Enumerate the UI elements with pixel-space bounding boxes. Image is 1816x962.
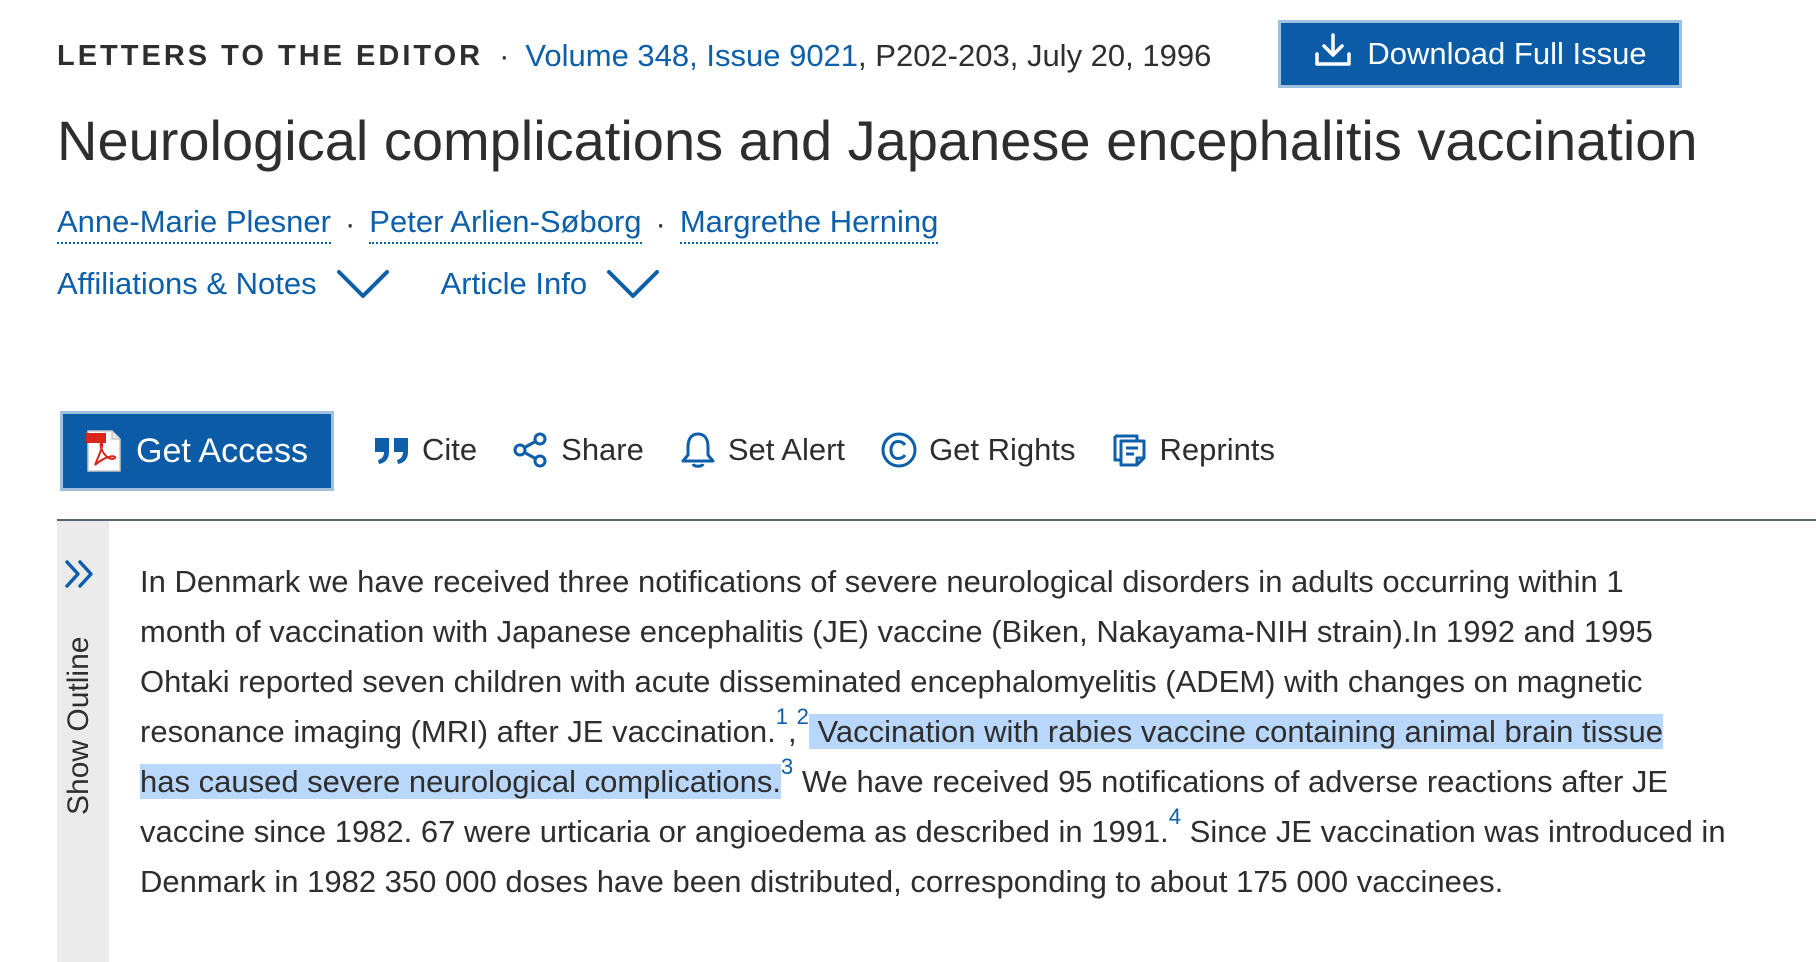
section-label: LETTERS TO THE EDITOR	[57, 39, 484, 72]
author-separator: ·	[655, 206, 666, 241]
volume-issue-link[interactable]: Volume 348, Issue 9021	[525, 38, 859, 73]
set-alert-label: Set Alert	[727, 432, 846, 467]
ref-comma: ,	[788, 714, 797, 749]
copyright-icon	[879, 430, 919, 470]
set-alert-button[interactable]	[678, 430, 845, 470]
article-meta-line	[57, 36, 1211, 76]
body-text: We have received 95 notifications of adverse reactions after JE	[793, 764, 1669, 799]
body-line	[140, 804, 1800, 857]
affiliations-notes-toggle[interactable]	[57, 266, 391, 302]
meta-separator: ·	[499, 38, 510, 73]
pdf-icon	[86, 429, 122, 473]
get-access-label: Get Access	[136, 431, 308, 470]
double-chevron-right-icon	[61, 557, 101, 591]
body-line	[140, 704, 1800, 757]
share-label: Share	[561, 432, 644, 467]
chevron-down-icon	[605, 268, 661, 300]
body-line: month of vaccination with Japanese encephalitis (JE) vaccine (Biken, Nakayama-NIH strain).In 1992 and 1995	[140, 614, 1653, 649]
chevron-down-icon	[335, 268, 391, 300]
pages-date: , P202-203, July 20, 1996	[858, 38, 1212, 73]
reference-link[interactable]: 1	[775, 704, 789, 729]
get-rights-label: Get Rights	[929, 432, 1076, 467]
body-text: Since JE vaccination was introduced in	[1181, 814, 1726, 849]
reference-link[interactable]: 2	[796, 704, 809, 729]
section-divider	[57, 519, 1816, 521]
info-toggles	[57, 266, 661, 302]
reprints-icon	[1110, 430, 1150, 470]
body-line: In Denmark we have received three notifications of severe neurological disorders in adults occurring within 1	[140, 564, 1624, 599]
author-link[interactable]: Anne-Marie Plesner	[57, 204, 331, 244]
body-line: Ohtaki reported seven children with acute disseminated encephalomyelitis (ADEM) with changes on magnetic	[140, 664, 1643, 699]
download-icon	[1313, 32, 1353, 76]
body-line: Denmark in 1982 350 000 doses have been distributed, corresponding to about 175 000 vaccinees.	[140, 864, 1504, 899]
share-button[interactable]	[511, 430, 644, 470]
body-text: resonance imaging (MRI) after JE vaccination.	[140, 714, 776, 749]
bell-icon	[678, 430, 718, 470]
show-outline-label[interactable]: Show Outline	[62, 636, 95, 815]
reprints-label: Reprints	[1159, 432, 1275, 467]
body-line	[140, 754, 1800, 807]
article-body	[140, 557, 1800, 907]
highlighted-text: has caused severe neurological complications.	[140, 764, 782, 799]
share-icon	[511, 430, 551, 470]
get-access-button[interactable]	[60, 411, 334, 491]
article-info-label: Article Info	[440, 266, 588, 301]
author-link[interactable]: Margrethe Herning	[680, 204, 938, 244]
get-rights-button[interactable]	[879, 430, 1075, 470]
highlighted-text: Vaccination with rabies vaccine containing animal brain tissue	[808, 714, 1664, 749]
article-info-toggle[interactable]	[441, 266, 661, 302]
reference-link[interactable]: 3	[781, 754, 794, 779]
reference-link[interactable]: 4	[1168, 804, 1182, 829]
author-link[interactable]: Peter Arlien-Søborg	[369, 204, 641, 244]
author-separator: ·	[344, 206, 356, 241]
reprints-button[interactable]	[1110, 430, 1275, 470]
download-full-issue-button[interactable]	[1278, 20, 1682, 88]
article-title: Neurological complications and Japanese encephalitis vaccination	[57, 109, 1698, 172]
quote-icon	[372, 430, 412, 470]
affiliations-notes-label: Affiliations & Notes	[57, 266, 317, 301]
author-list	[57, 204, 938, 244]
body-text: vaccine since 1982. 67 were urticaria or angioedema as described in 1991.	[140, 814, 1169, 849]
article-toolbar	[372, 430, 1309, 470]
cite-button[interactable]	[372, 430, 477, 470]
cite-label: Cite	[422, 432, 478, 467]
download-full-issue-label: Download Full Issue	[1367, 36, 1647, 71]
